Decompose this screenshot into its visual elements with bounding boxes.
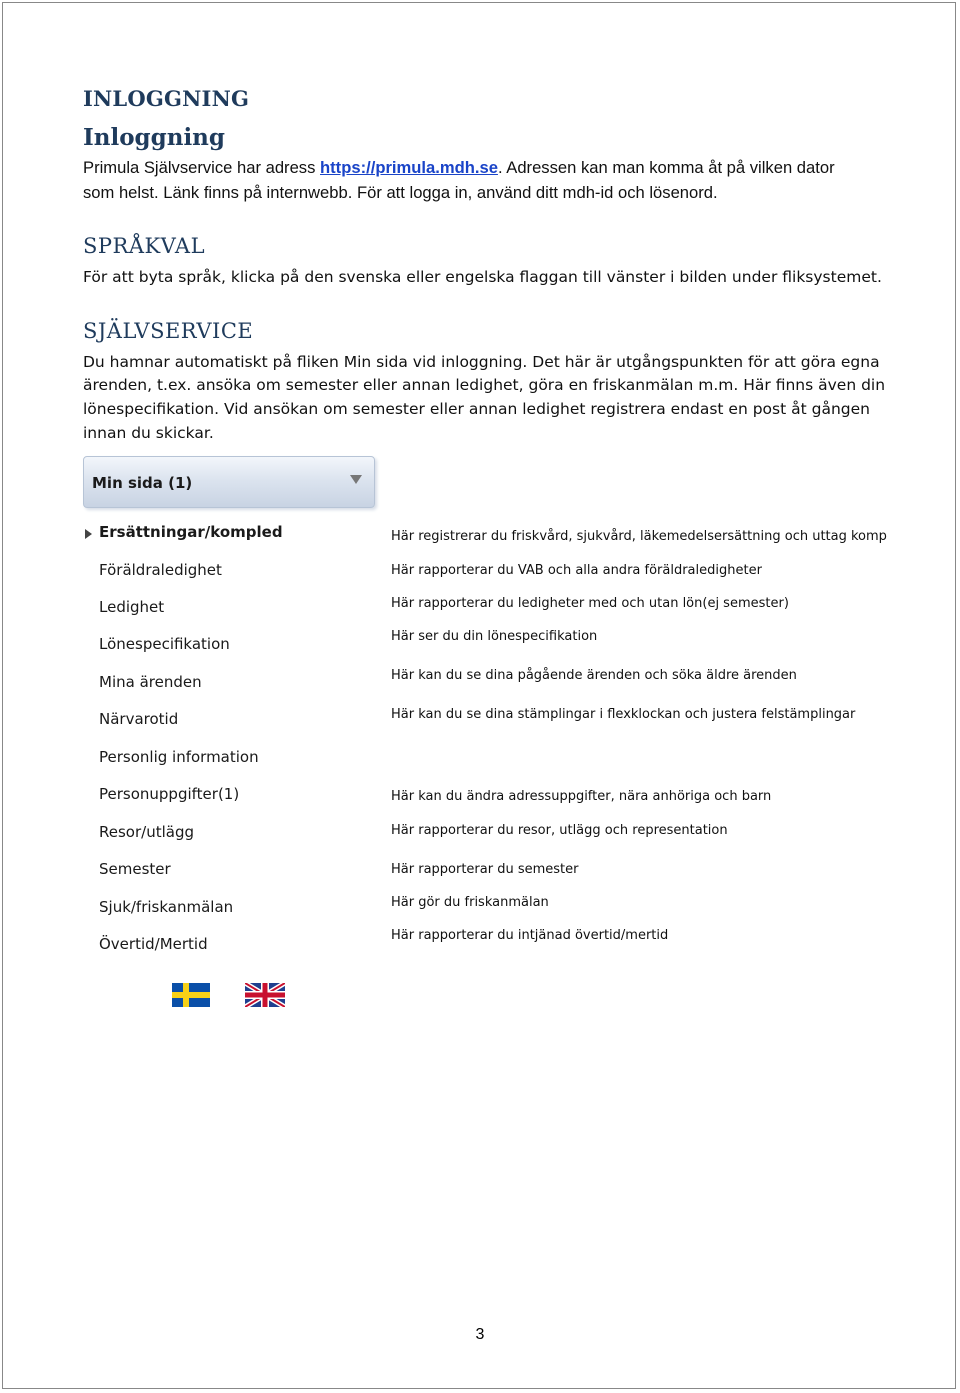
chevron-down-icon[interactable] [350,475,362,484]
menu-item-personuppgifter[interactable]: Personuppgifter(1) [99,785,240,803]
desc-semester: Här rapporterar du semester [391,862,579,877]
primula-link[interactable]: https://primula.mdh.se [320,158,498,177]
intro-line-1 [83,155,835,180]
menu-item-foraldraledighet[interactable]: Föräldraledighet [99,561,222,579]
tab-min-sida[interactable] [83,456,375,508]
menu-item-narvarotid[interactable]: Närvarotid [99,710,179,728]
menu-item-ersattningar[interactable]: Ersättningar/kompled [99,523,283,541]
sjalvservice-line-2: ärenden, t.ex. ansöka om semester eller annan ledighet, göra en friskanmälan m.m. Här finns även din [83,376,886,394]
uk-flag-icon[interactable] [245,983,285,1007]
menu-item-sjuk-friskanmalan[interactable]: Sjuk/friskanmälan [99,898,234,916]
heading-inloggning-caps: INLOGGNING [83,86,250,111]
sjalvservice-line-3: lönespecifikation. Vid ansökan om semester eller annan ledighet registrera endast en post åt gången [83,400,870,418]
menu-item-mina-arenden[interactable]: Mina ärenden [99,673,202,691]
heading-sjalvservice: SJÄLVSERVICE [83,319,254,343]
desc-foraldraledighet: Här rapporterar du VAB och alla andra föräldraledigheter [391,563,762,578]
menu-item-overtid-mertid[interactable]: Övertid/Mertid [99,935,208,953]
menu-item-resor-utlagg[interactable]: Resor/utlägg [99,823,194,841]
intro-text-before-link: Primula Självservice har adress [83,158,321,177]
menu-item-ledighet[interactable]: Ledighet [99,598,165,616]
desc-ledighet: Här rapporterar du ledigheter med och utan lön(ej semester) [391,596,789,611]
heading-inloggning: Inloggning [83,124,225,151]
page-border [2,2,956,1389]
heading-sprakval: SPRÅKVAL [83,234,206,258]
desc-ersattningar: Här registrerar du friskvård, sjukvård, läkemedelsersättning och uttag komp [391,529,887,544]
desc-lonespecifikation: Här ser du din lönespecifikation [391,629,598,644]
swedish-flag-icon[interactable] [172,983,210,1007]
desc-resor-utlagg: Här rapporterar du resor, utlägg och representation [391,823,728,838]
menu-item-lonespecifikation[interactable]: Lönespecifikation [99,635,230,653]
desc-overtid-mertid: Här rapporterar du intjänad övertid/mertid [391,928,669,943]
desc-sjuk-friskanmalan: Här gör du friskanmälan [391,895,549,910]
desc-personuppgifter: Här kan du ändra adressuppgifter, nära anhöriga och barn [391,789,772,804]
intro-text-after-link: . Adressen kan man komma åt på vilken dator [497,158,835,177]
page-number: 3 [475,1326,485,1343]
desc-narvarotid: Här kan du se dina stämplingar i flexklockan och justera felstämplingar [391,707,856,722]
menu-item-personlig-information[interactable]: Personlig information [99,748,259,766]
tab-min-sida-label: Min sida (1) [92,474,193,492]
sjalvservice-line-4: innan du skickar. [83,424,214,442]
intro-line-2: som helst. Länk finns på internwebb. För att logga in, använd ditt mdh-id och lösenord. [83,183,718,202]
menu-item-semester[interactable]: Semester [99,860,171,878]
expand-arrow-icon [85,529,92,539]
desc-mina-arenden: Här kan du se dina pågående ärenden och söka äldre ärenden [391,668,797,683]
sprakval-text: För att byta språk, klicka på den svenska eller engelska flaggan till vänster i bilden under fliksystemet. [83,268,882,286]
sjalvservice-line-1: Du hamnar automatiskt på fliken Min sida vid inloggning. Det här är utgångspunkten för att göra egna [83,353,880,371]
